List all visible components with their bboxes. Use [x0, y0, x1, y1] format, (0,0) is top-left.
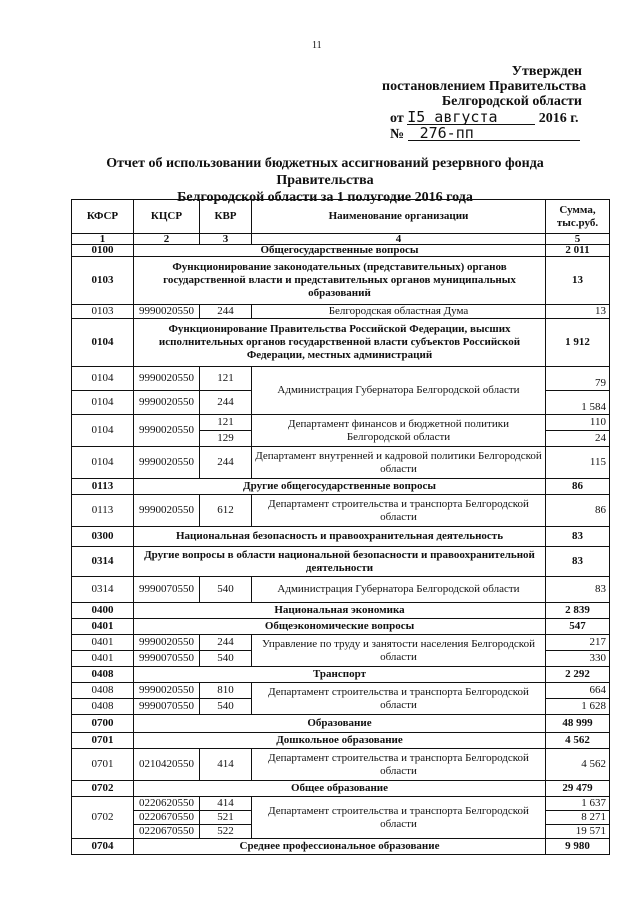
table-row: 0104 Функционирование Правительства Российской Федерации, высших исполнительных органов государственной власти субъектов Российской Федерации, местных администраций 1 912 [72, 319, 610, 367]
approval-line: Утвержден [511, 64, 582, 79]
approval-block [382, 64, 587, 109]
approval-number: № 276-пп [390, 126, 580, 143]
approval-date: от I5 августа 2016 г. [390, 108, 579, 126]
page-number: 11 [312, 40, 322, 51]
table-row: 0401 9990070550 540 330 [72, 651, 610, 667]
table-row: 0220670550 522 19 571 [72, 825, 610, 839]
table-row: 0104 9990020550 121 Департамент финансов и бюджетной политики Белгородской области 110 [72, 415, 610, 431]
table-header-row: КФСР КЦСР КВР Наименование организации Сумма, тыс.руб. [72, 200, 610, 234]
report-table [71, 199, 610, 855]
table-row: 0314 Другие вопросы в области национальной безопасности и правоохранительной деятельности 83 [72, 547, 610, 577]
table-row: 0701 0210420550 414 Департамент строительства и транспорта Белгородской области 4 562 [72, 749, 610, 781]
table-row: 0220670550 521 8 271 [72, 811, 610, 825]
table-row: 0300 Национальная безопасность и правоохранительная деятельность 83 [72, 527, 610, 547]
table-row: 0314 9990070550 540 Администрация Губернатора Белгородской области 83 [72, 577, 610, 603]
table-row: 0104 9990020550 244 1 584 [72, 391, 610, 415]
approval-line: Белгородской области [441, 94, 582, 109]
table-row: 0408 9990020550 810 Департамент строительства и транспорта Белгородской области 664 [72, 683, 610, 699]
table-row: 0408 Транспорт 2 292 [72, 667, 610, 683]
approval-date-value: I5 августа [407, 110, 535, 125]
table-row: 0104 9990020550 121 Администрация Губернатора Белгородской области 79 [72, 367, 610, 391]
table-row: 0103 9990020550 244 Белгородская областная Дума 13 [72, 305, 610, 319]
table-row: 0702 0220620550 414 Департамент строительства и транспорта Белгородской области 1 637 [72, 797, 610, 811]
table-row: 0104 9990020550 244 Департамент внутренней и кадровой политики Белгородской области 115 [72, 447, 610, 479]
approval-number-value: 276-пп [408, 126, 580, 141]
table-row: 0401 9990020550 244 Управление по труду и занятости населения Белгородской области 217 [72, 635, 610, 651]
table-header-numbers: 1 2 3 4 5 [72, 234, 610, 245]
approval-line: постановлением Правительства [382, 79, 587, 94]
table-row: 0401 Общеэкономические вопросы 547 [72, 619, 610, 635]
table-row: 0100 Общегосударственные вопросы 2 011 [72, 245, 610, 257]
table-row: 129 24 [72, 431, 610, 447]
table-row: 0400 Национальная экономика 2 839 [72, 603, 610, 619]
table-row: 0408 9990070550 540 1 628 [72, 699, 610, 715]
table-row: 0701 Дошкольное образование 4 562 [72, 733, 610, 749]
table-row: 0113 Другие общегосударственные вопросы 86 [72, 479, 610, 495]
table-row: 0700 Образование 48 999 [72, 715, 610, 733]
table-row: 0702 Общее образование 29 479 [72, 781, 610, 797]
table-row: 0113 9990020550 612 Департамент строительства и транспорта Белгородской области 86 [72, 495, 610, 527]
table-row: 0704 Среднее профессиональное образование 9 980 [72, 839, 610, 855]
report-title: Отчет об использовании бюджетных ассигнований резервного фонда Правительства Белгородской области за 1 полугодие 2016 года [106, 156, 544, 205]
table-row: 0103 Функционирование законодательных (представительных) органов государственной власти и представительных органов муниципальных образований 13 [72, 257, 610, 305]
